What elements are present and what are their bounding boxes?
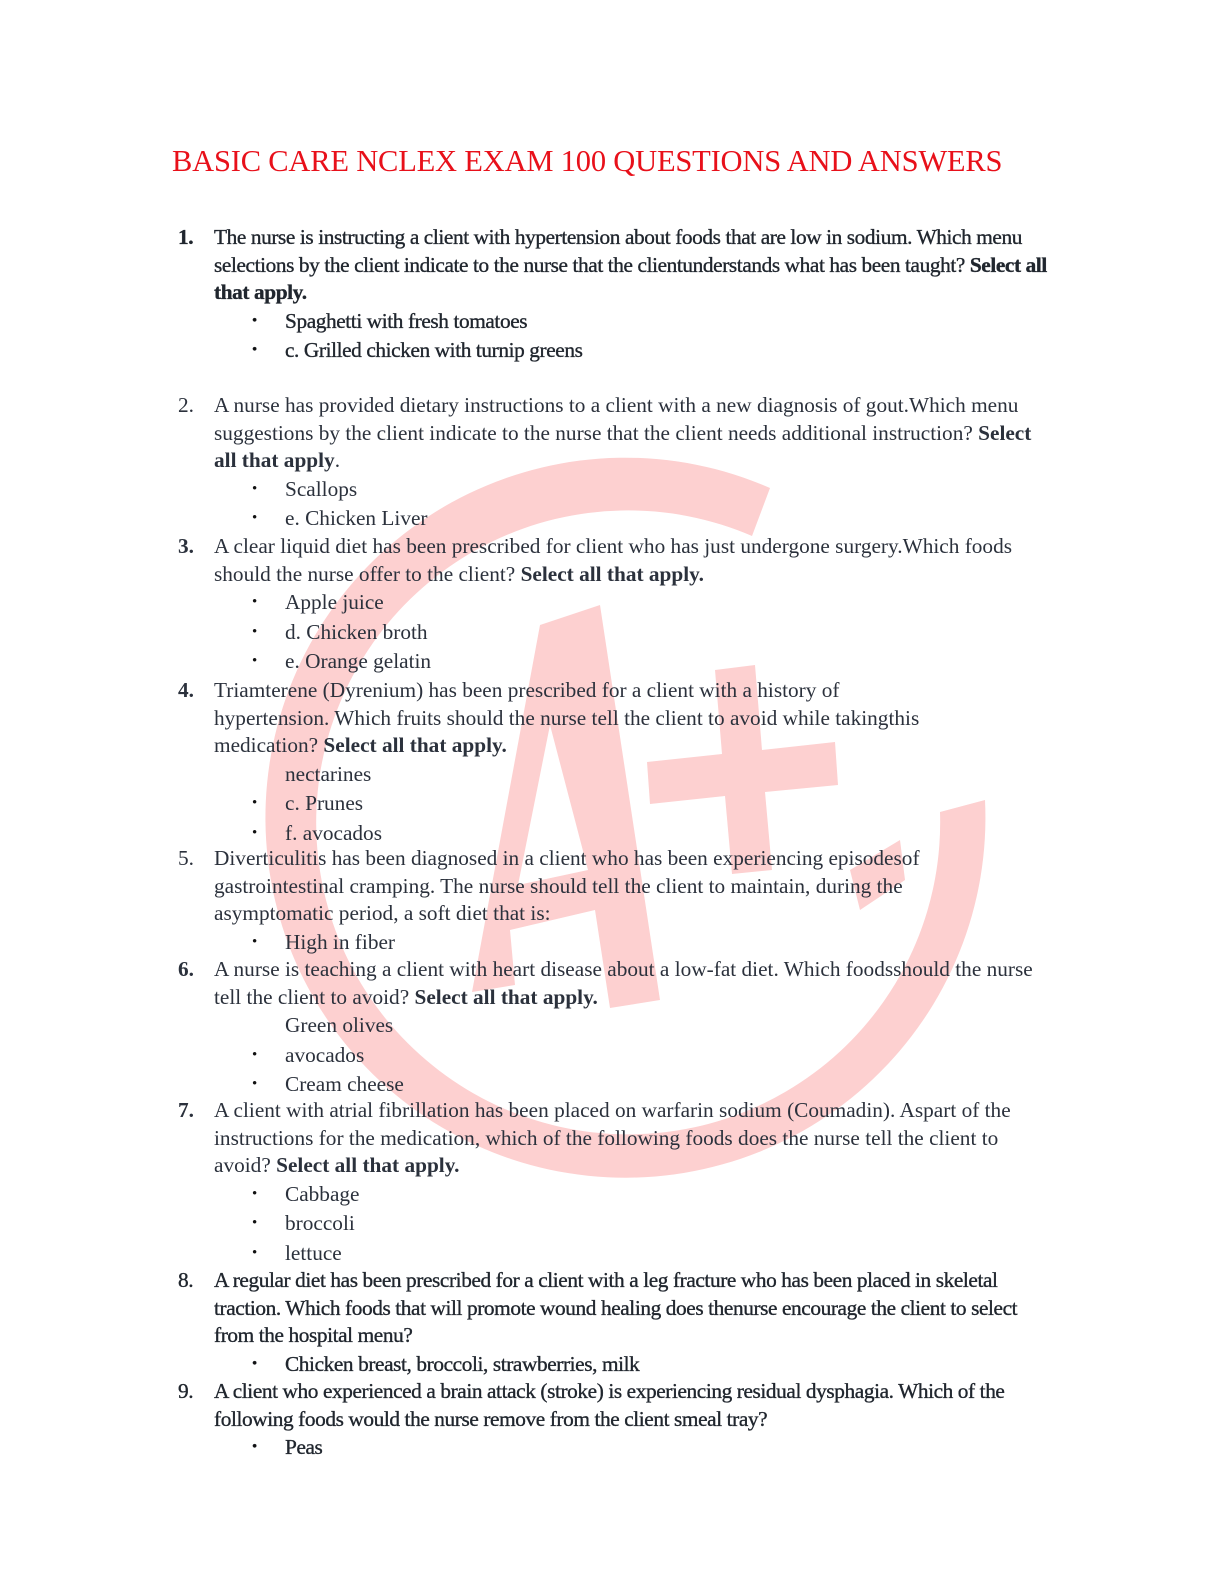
question-number: 8.	[178, 1268, 194, 1292]
question-stem: A client with atrial fibrillation has been placed on warfarin sodium (Coumadin). Aspart of the instructions for the medication, which of the following foods does the nurse tell the client to avoid? Select all that apply.	[214, 1098, 1011, 1177]
question-8	[178, 1267, 1058, 1379]
answer-option: • High in fiber	[178, 928, 1058, 958]
answer-option: nectarines	[285, 761, 372, 786]
answer-option: • Peas	[178, 1433, 1058, 1463]
question-stem: The nurse is instructing a client with hypertension about foods that are low in sodium. Which menu selections by the client indicate to the nurse that the clientunderstands what has been taught? Select all that apply.	[214, 225, 1047, 304]
answer-option: • Apple juice	[178, 588, 1058, 618]
bullet-icon: •	[252, 1355, 257, 1372]
answer-option: • Chicken breast, broccoli, strawberries, milk	[178, 1350, 1058, 1380]
select-all-emphasis: Select all that apply.	[214, 252, 1047, 304]
question-number: 3.	[178, 534, 194, 558]
question-5	[178, 845, 1058, 957]
answer-list	[178, 1433, 1058, 1463]
document-title: BASIC CARE NCLEX EXAM 100 QUESTIONS AND ANSWERS	[172, 144, 1003, 178]
answer-option: • Scallops	[178, 475, 1058, 505]
question-number: 9.	[178, 1379, 194, 1403]
bullet-icon: •	[252, 1046, 258, 1063]
question-4	[178, 677, 1058, 848]
select-all-emphasis: Select all that apply.	[276, 1153, 460, 1177]
question-number: 6.	[178, 957, 194, 981]
bullet-icon: •	[252, 623, 258, 640]
question-stem: A nurse has provided dietary instructions to a client with a new diagnosis of gout.Which menu suggestions by the client indicate to the nurse that the client needs additional instruction? Select all that apply.	[214, 393, 1032, 472]
question-9	[178, 1378, 1058, 1463]
answer-option: • avocados	[178, 1041, 1058, 1071]
question-stem: Diverticulitis has been diagnosed in a client who has been experiencing episodesof gastrointestinal cramping. The nurse should tell the client to maintain, during the asymptomatic period, a soft diet that is:	[214, 846, 920, 925]
answer-list	[178, 760, 1058, 849]
answer-option: • e. Chicken Liver	[178, 504, 1058, 534]
question-number: 7.	[178, 1098, 194, 1122]
question-1	[178, 224, 1058, 366]
bullet-icon: •	[252, 594, 258, 610]
question-stem: Triamterene (Dyrenium) has been prescribed for a client with a history of hypertension. Which fruits should the nurse tell the client to avoid while takingthis medication? Select all that apply.	[214, 678, 920, 757]
bullet-icon: •	[252, 510, 258, 526]
bullet-icon: •	[252, 1439, 257, 1455]
question-6	[178, 956, 1058, 1100]
answer-option: • Cream cheese	[178, 1070, 1058, 1100]
answer-option: Green olives	[285, 1013, 394, 1037]
bullet-icon: •	[252, 824, 258, 841]
answer-option: • c. Grilled chicken with turnip greens	[178, 336, 1058, 366]
answer-option: • Cabbage	[178, 1180, 1058, 1210]
question-stem: A regular diet has been prescribed for a client with a leg fracture who has been placed in skeletal traction. Which foods that will promote wound healing does thenurse encourage the client to select from the hospital menu?	[214, 1268, 1018, 1347]
bullet-icon: •	[252, 1244, 258, 1261]
answer-option: • e. Orange gelatin	[178, 647, 1058, 677]
answer-list	[178, 307, 1058, 366]
bullet-icon: •	[252, 312, 257, 329]
question-number: 1.	[178, 225, 194, 249]
bullet-icon: •	[252, 342, 257, 358]
question-stem: A client who experienced a brain attack (stroke) is experiencing residual dysphagia. Which of the following foods would the nurse remove from the client smeal tray?	[214, 1379, 1005, 1431]
bullet-icon: •	[252, 795, 258, 811]
answer-option: • c. Prunes	[178, 789, 1058, 819]
answer-list	[178, 588, 1058, 677]
select-all-emphasis: Select all that apply.	[520, 561, 704, 586]
bullet-icon: •	[252, 1185, 258, 1202]
answer-list	[178, 1350, 1058, 1380]
question-number: 4.	[178, 678, 194, 702]
select-all-emphasis: Select all that apply.	[323, 733, 507, 757]
answer-option: • f. avocados	[178, 819, 1058, 849]
bullet-icon: •	[252, 653, 258, 669]
select-all-emphasis: Select all that apply.	[414, 984, 598, 1009]
bullet-icon: •	[252, 1076, 258, 1092]
answer-list	[178, 1180, 1058, 1269]
question-7	[178, 1097, 1058, 1268]
answer-list	[178, 928, 1058, 958]
answer-list	[178, 1011, 1058, 1100]
question-2	[178, 392, 1058, 534]
answer-option: • broccoli	[178, 1209, 1058, 1239]
question-3	[178, 533, 1058, 677]
bullet-icon: •	[252, 933, 258, 950]
bullet-icon: •	[252, 1215, 258, 1231]
answer-option: • lettuce	[178, 1239, 1058, 1269]
select-all-emphasis: Select all that apply	[214, 420, 1032, 472]
answer-option: • d. Chicken broth	[178, 618, 1058, 648]
question-number: 5.	[178, 846, 194, 870]
answer-option: • Spaghetti with fresh tomatoes	[178, 307, 1058, 337]
question-stem: A nurse is teaching a client with heart disease about a low-fat diet. Which foodsshould the nurse tell the client to avoid? Select all that apply.	[214, 957, 1033, 1009]
question-number: 2.	[178, 393, 194, 417]
bullet-icon: •	[252, 480, 258, 497]
question-stem: A clear liquid diet has been prescribed for client who has just undergone surgery.Which foods should the nurse offer to the client? Select all that apply.	[214, 534, 1013, 586]
answer-list	[178, 475, 1058, 534]
